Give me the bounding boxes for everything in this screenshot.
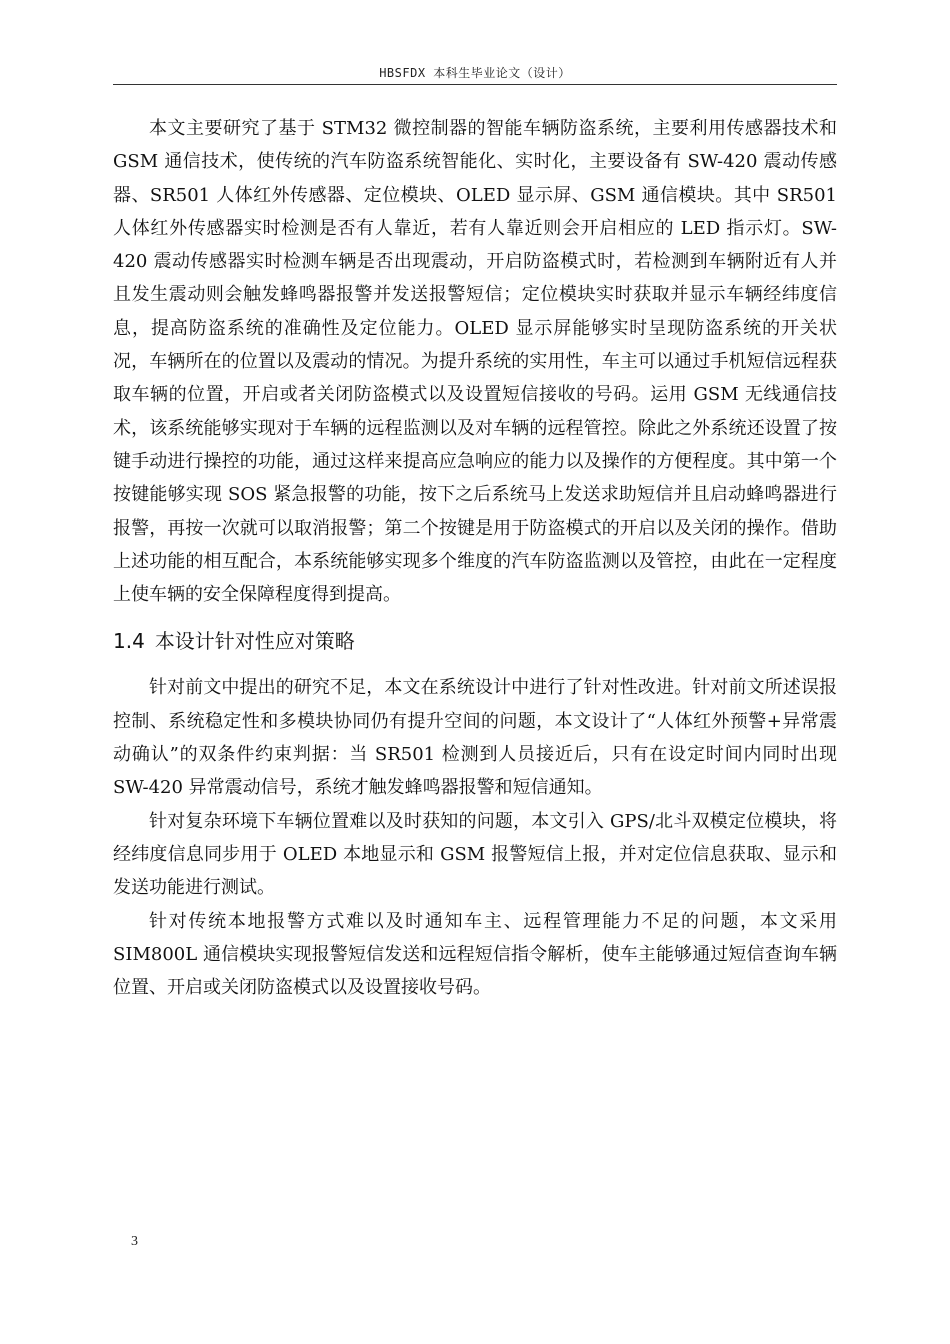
header-rule [113,84,837,85]
body-text [113,112,837,1004]
section-number: 1.4 [113,629,145,654]
section-title: 本设计针对性应对策略 [154,629,355,654]
paragraph-strategy-3: 针对传统本地报警方式难以及时通知车主、远程管理能力不足的问题，本文采用 SIM800L 通信模块实现报警短信发送和远程短信指令解析，使车主能够通过短信查询车辆位置、开启或关闭防盗模式以及设置接收号码。 [113,910,837,999]
page-number: 3 [131,1234,138,1249]
paragraph-summary: 本文主要研究了基于 STM32 微控制器的智能车辆防盗系统，主要利用传感器技术和 GSM 通信技术，使传统的汽车防盗系统智能化、实时化，主要设备有 SW-420 震动传感器、SR501 人体红外传感器、定位模块、OLED 显示屏、GSM 通信模块。其中 SR501 人体红外传感器实时检测是否有人靠近，若有人靠近则会开启相应的 LED 指示灯。SW-420 震动传感器实时检测车辆是否出现震动，开启防盗模式时，若检测到车辆附近有人并且发生震动则会触发蜂鸣器报警并发送报警短信；定位模块实时获取并显示车辆经纬度信息，提高防盗系统的准确性及定位能力。OLED 显示屏能够实时呈现防盗系统的开关状况，车辆所在的位置以及震动的情况。为提升系统的实用性，车主可以通过手机短信远程获取车辆的位置，开启或者关闭防盗模式以及设置短信接收的号码。运用 GSM 无线通信技术，该系统能够实现对于车辆的远程监测以及对车辆的远程管控。除此之外系统还设置了按键手动进行操控的功能，通过这样来提高应急响应的能力以及操作的方便程度。其中第一个按键能够实现 SOS 紧急报警的功能，按下之后系统马上发送求助短信并且启动蜂鸣器进行报警，再按一次就可以取消报警；第二个按键是用于防盗模式的开启以及关闭的操作。借助上述功能的相互配合，本系统能够实现多个维度的汽车防盗监测以及管控，由此在一定程度上使车辆的安全保障程度得到提高。 [113,118,837,606]
paragraph-strategy-1: 针对前文中提出的研究不足，本文在系统设计中进行了针对性改进。针对前文所述误报控制、系统稳定性和多模块协同仍有提升空间的问题，本文设计了“人体红外预警+异常震动确认”的双条件约束判据：当 SR501 检测到人员接近后，只有在设定时间内同时出现 SW-420 异常震动信号，系统才触发蜂鸣器报警和短信通知。 [113,677,837,799]
paragraph-strategy-2: 针对复杂环境下车辆位置难以及时获知的问题，本文引入 GPS/北斗双模定位模块，将经纬度信息同步用于 OLED 本地显示和 GSM 报警短信上报，并对定位信息获取、显示和发送功能进行测试。 [113,810,837,899]
section-heading [113,621,837,661]
running-header: HBSFDX 本科生毕业论文（设计） [379,66,571,80]
